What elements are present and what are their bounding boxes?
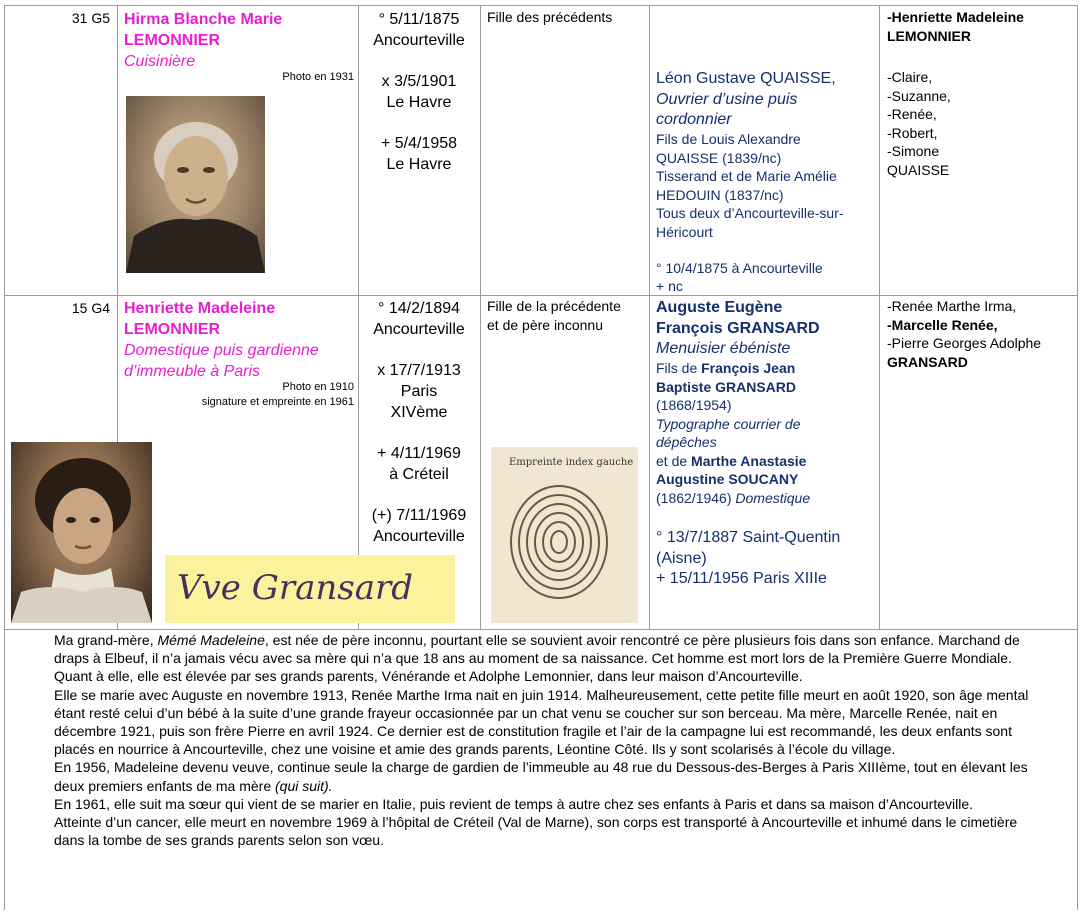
spouse-details: QUAISSE (1839/nc) xyxy=(656,149,782,166)
spouse-name: Léon Gustave QUAISSE, xyxy=(656,70,836,87)
child-item: -Pierre Georges Adolphe xyxy=(887,335,1042,351)
child-item: -Renée, xyxy=(887,106,937,122)
spouse-father-name: Baptiste GRANSARD xyxy=(656,378,797,395)
child-item: -Renée Marthe Irma, xyxy=(887,298,1017,314)
burial-place: Ancourteville xyxy=(373,528,465,545)
spouse-father-prefix: Fils de xyxy=(656,360,702,376)
spouse-details: Tisserand et de Marie Amélie xyxy=(656,168,837,184)
person-name-line: LEMONNIER xyxy=(124,32,220,49)
spouse-father-name: François Jean xyxy=(701,360,796,376)
death-place: Le Havre xyxy=(386,156,452,173)
person-name-line: Hirma Blanche Marie xyxy=(124,11,283,28)
child-highlight: -Henriette Madeleine xyxy=(887,9,1024,25)
spouse-father-years: (1868/1954) xyxy=(656,397,732,413)
column-divider xyxy=(649,5,650,629)
birth-date: ° 5/11/1875 xyxy=(378,11,460,28)
person-occupation: Domestique puis gardienne xyxy=(124,342,319,359)
table-border-right xyxy=(1077,5,1078,910)
photo-note: signature et empreinte en 1961 xyxy=(201,396,354,408)
photo-note: Photo en 1910 xyxy=(282,381,354,393)
spouse-mother-name: Marthe Anastasie xyxy=(691,452,807,469)
person-name-line: Henriette Madeleine xyxy=(124,300,276,317)
spouse-details: Héricourt xyxy=(656,223,713,240)
row-divider xyxy=(4,295,1078,296)
spouse-mother-years xyxy=(656,489,810,507)
marriage-date: x 17/7/1913 xyxy=(377,362,461,379)
column-divider xyxy=(358,5,359,629)
spouse-occupation: Menuisier ébéniste xyxy=(656,340,791,357)
spouse-name: François GRANSARD xyxy=(656,319,820,337)
spouse-occupation: cordonnier xyxy=(656,111,732,128)
spouse-mother-prefix: et de xyxy=(656,452,692,469)
fingerprint-icon xyxy=(511,486,607,598)
child-item: -Suzanne, xyxy=(887,87,951,104)
parents-note: Fille de la précédente xyxy=(487,298,621,314)
generation-number: 31 G5 xyxy=(71,10,110,26)
spouse-birth: ° 13/7/1887 Saint-Quentin xyxy=(656,529,841,546)
marriage-date: x 3/5/1901 xyxy=(381,73,457,90)
birth-date: ° 14/2/1894 xyxy=(377,300,461,317)
spouse-details: Tous deux d’Ancourteville-sur- xyxy=(656,205,844,221)
child-highlight: LEMONNIER xyxy=(887,27,971,44)
spouse-death: + 15/11/1956 Paris XIIIe xyxy=(656,570,827,587)
parents-note: et de père inconnu xyxy=(487,317,603,333)
spouse-birth-place: (Aisne) xyxy=(656,549,707,567)
child-item: GRANSARD xyxy=(887,353,968,370)
biography-paragraph: En 1956, Madeleine devenu veuve, continue seule la charge de gardien de l’immeuble au 48 rue du Dessous-des-Berges à Paris XIIIème, tout en élevant les deux premiers enfants de ma mère (qui suit). xyxy=(54,759,1028,794)
fingerprint-label: Empreinte index gauche xyxy=(509,457,634,468)
death-date: + 5/4/1958 xyxy=(380,135,458,152)
spouse-mother-name: Augustine SOUCANY xyxy=(656,471,799,487)
spouse-father xyxy=(656,359,795,377)
biography-paragraph: En 1961, elle suit ma sœur qui vient de se marier en Italie, puis revient de temps à autre chez ses enfants à Paris et dans sa maison d’Ancourteville. xyxy=(54,795,974,812)
spouse-details: HEDOUIN (1837/nc) xyxy=(656,186,784,203)
spouse-mother xyxy=(656,452,806,470)
spouse-mother-years-text: (1862/1946) xyxy=(656,489,736,506)
signature-text: Vve Gransard xyxy=(177,568,414,608)
photo-note: Photo en 1931 xyxy=(282,71,354,83)
marriage-place: Le Havre xyxy=(386,94,452,111)
column-divider xyxy=(480,5,481,629)
child-item: -Robert, xyxy=(887,124,938,141)
person-occupation: d’immeuble à Paris xyxy=(124,363,261,380)
portrait-photo xyxy=(11,442,152,623)
biography-paragraph: Elle se marie avec Auguste en novembre 1913, Renée Marthe Irma nait en juin 1914. Malheureusement, cette petite fille meurt en août 1920, son âge mental étant resté celui d’un bébé à la suite d’une grande frayeur occasionnée par un chat venu se coucher sur son berceau. Ma mère, Marcelle Renée, nait en décembre 1921, puis son frère Pierre en avril 1924. Ce dernier est de constitution fragile et l’air de la campagne lui est recommandé, les deux enfants sont placés en nourrice à Ancourteville, chez une voisine et amie des grands parents, Léontine Côté. Ils y sont scolarisés à l’école du village. xyxy=(54,686,1029,758)
signature-image xyxy=(165,555,455,623)
fingerprint-image xyxy=(491,447,638,623)
person-occupation: Cuisinière xyxy=(124,53,196,70)
death-place: à Créteil xyxy=(389,466,449,483)
spouse-birth: ° 10/4/1875 à Ancourteville xyxy=(656,260,823,276)
child-item: -Simone xyxy=(887,143,940,159)
biography-paragraph: Ma grand-mère, Mémé Madeleine, est née de père inconnu, pourtant elle se souvient avoir rencontré ce père plusieurs fois dans son enfance. Marchand de draps à Elbeuf, il n’a jamais vécu avec sa mère qui n’a que 18 ans au moment de sa naissance. Cet homme est mort lors de la Première Guerre Mondiale. Quant à elle, elle est élevée par ses grands parents, Vénérande et Adolphe Lemonnier, dans leur maison d’Ancourteville. xyxy=(54,632,1020,685)
spouse-death: + nc xyxy=(656,278,683,294)
table-border-top xyxy=(4,5,1078,6)
spouse-details: Fils de Louis Alexandre xyxy=(656,131,801,147)
birth-place: Ancourteville xyxy=(373,321,465,338)
child-item: QUAISSE xyxy=(887,161,950,178)
spouse-father-job: Typographe courrier de xyxy=(656,415,801,432)
burial-date: (+) 7/11/1969 xyxy=(371,507,467,524)
birth-place: Ancourteville xyxy=(373,32,465,49)
biography-paragraph: Atteinte d’un cancer, elle meurt en novembre 1969 à l’hôpital de Créteil (Val de Marne), son corps est transporté à Ancourteville et inhumé dans le cimetière dans la tombe de ses grands parents selon son vœu. xyxy=(54,814,1018,849)
row-divider xyxy=(4,629,1078,630)
generation-number: 15 G4 xyxy=(71,300,110,316)
child-highlight: -Marcelle Renée, xyxy=(887,316,998,333)
spouse-name: Auguste Eugène xyxy=(656,299,783,316)
column-divider xyxy=(879,5,880,629)
child-item: -Claire, xyxy=(887,69,933,85)
person-name-line: LEMONNIER xyxy=(124,321,220,338)
spouse-mother-job: Domestique xyxy=(735,489,811,506)
biography-text xyxy=(54,631,1044,849)
spouse-occupation: Ouvrier d’usine puis xyxy=(656,90,798,108)
parents-note: Fille des précédents xyxy=(487,9,613,25)
table-border-left xyxy=(4,5,5,910)
marriage-place: Paris xyxy=(400,383,438,400)
portrait-photo xyxy=(126,96,265,273)
spouse-father-job: dépêches xyxy=(656,434,717,450)
death-date: + 4/11/1969 xyxy=(377,445,461,462)
marriage-place: XIVème xyxy=(390,404,448,421)
